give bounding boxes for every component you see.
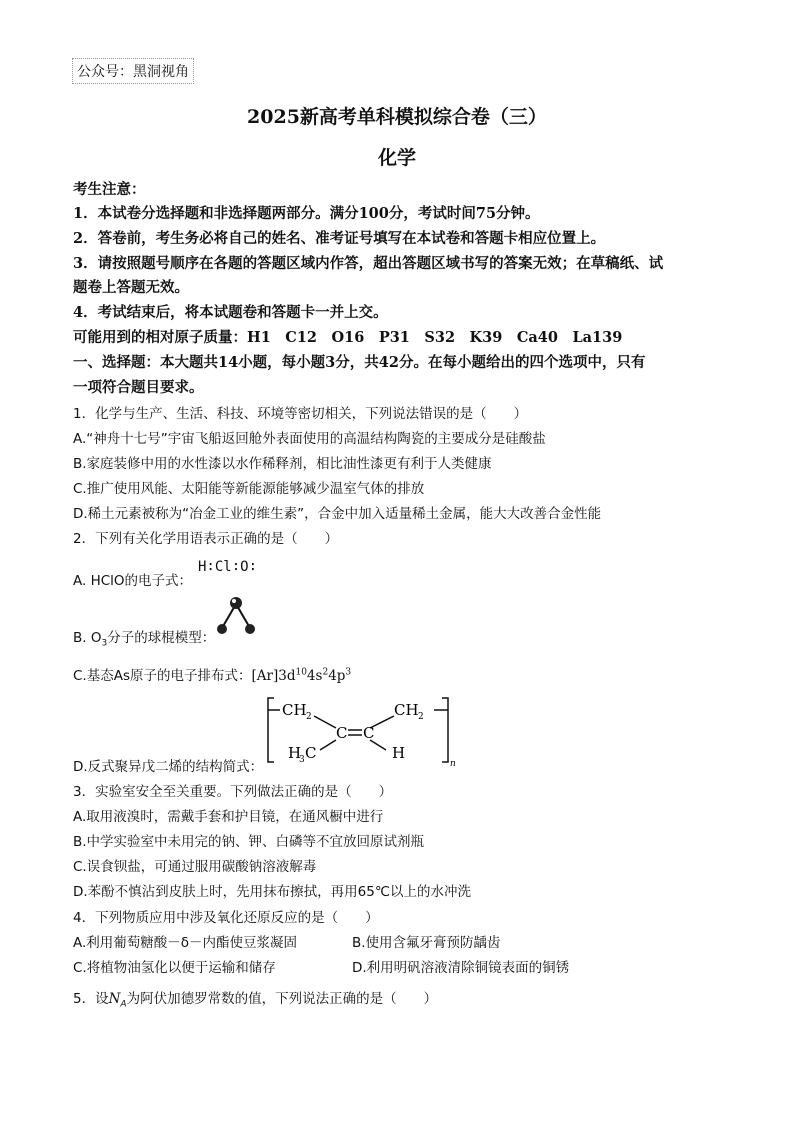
q3-option-b: B.中学实验室中未用完的钠、钾、白磷等不宜放回原试剂瓶 — [73, 834, 425, 850]
ozone-ball-stick-model — [214, 592, 258, 640]
q2-option-b: B. $O_3$分子的球棍模型： — [73, 630, 216, 649]
svg-text:C: C — [336, 724, 348, 742]
q1-stem: 1．化学与生产、生活、科技、环境等密切相关，下列说法错误的是（ ） — [73, 406, 528, 422]
svg-text:3: 3 — [299, 755, 305, 765]
q4-option-b: B.使用含氟牙膏预防龋齿 — [352, 935, 501, 951]
svg-text:CH: CH — [282, 701, 307, 719]
svg-text:H: H — [392, 744, 406, 762]
notice-item-3: 3．请按照题号顺序在各题的答题区域内作答，超出答题区域书写的答案无效；在草稿纸、试 — [73, 255, 664, 272]
notice-item-3b: 题卷上答题无效。 — [73, 279, 189, 296]
svg-text:H: H — [288, 744, 302, 762]
watermark: 公众号：黑洞视角 — [72, 58, 194, 84]
svg-text:C: C — [305, 744, 317, 762]
svg-text:C: C — [363, 724, 375, 742]
q5-stem: 5．设$N_A$为阿伏加德罗常数的值，下列说法正确的是（ ） — [73, 991, 438, 1010]
svg-text:2: 2 — [418, 712, 424, 722]
q3-option-c: C.误食钡盐，可通过服用碳酸钠溶液解毒 — [73, 859, 317, 875]
trans-polyisoprene-structure — [258, 690, 458, 770]
q4-option-a: A.利用葡萄糖酸－δ－内酯使豆浆凝固 — [73, 935, 298, 951]
notice-item-2: 2．答卷前，考生务必将自己的姓名、准考证号填写在本试卷和答题卡相应位置上。 — [73, 230, 606, 247]
q2-option-c: C.基态As原子的电子排布式：$[Ar]3d^{10}4s^24p^3$ — [73, 667, 352, 684]
q4-stem: 4．下列物质应用中涉及氧化还原反应的是（ ） — [73, 910, 379, 926]
q1-option-a: A.“神舟十七号”宇宙飞船返回舱外表面使用的高温结构陶瓷的主要成分是硅酸盐 — [73, 431, 546, 447]
q1-option-d: D.稀土元素被称为“冶金工业的维生素”，合金中加入适量稀土金属，能大大改善合金性能 — [73, 506, 602, 522]
q2-option-d: D.反式聚异戊二烯的结构简式： — [73, 759, 264, 775]
q1-option-b: B.家庭装修中用的水性漆以水作稀释剂，相比油性漆更有利于人类健康 — [73, 456, 492, 472]
section1-line1: 一、选择题：本大题共14小题，每小题3分，共42分。在每小题给出的四个选项中，只有 — [73, 354, 646, 371]
section1-line2: 一项符合题目要求。 — [73, 379, 204, 396]
exam-title: 2025新高考单科模拟综合卷（三） — [247, 106, 547, 128]
q1-option-c: C.推广使用风能、太阳能等新能源能够减少温室气体的排放 — [73, 481, 425, 497]
q4-option-d: D.利用明矾溶液清除铜镜表面的铜锈 — [352, 960, 570, 976]
svg-text:n: n — [450, 759, 456, 769]
hclo-electron-formula: H∶Cl∶O∶ — [198, 559, 258, 575]
q4-option-c: C.将植物油氢化以便于运输和储存 — [73, 960, 276, 976]
svg-text:CH: CH — [394, 701, 419, 719]
q2-stem: 2．下列有关化学用语表示正确的是（ ） — [73, 531, 339, 547]
q3-option-d: D.苯酚不慎沾到皮肤上时，先用抹布擦拭，再用65℃以上的水冲洗 — [73, 884, 472, 900]
atomic-masses: 可能用到的相对原子质量：H1 C12 O16 P31 S32 K39 Ca40 La139 — [73, 329, 623, 346]
q3-option-a: A.取用液溴时，需戴手套和护目镜，在通风橱中进行 — [73, 809, 384, 825]
notice-item-4: 4．考试结束后，将本试题卷和答题卡一并上交。 — [73, 304, 388, 321]
notice-item-1: 1．本试卷分选择题和非选择题两部分。满分100分，考试时间75分钟。 — [73, 205, 540, 222]
notice-heading: 考生注意： — [73, 181, 146, 198]
svg-text:2: 2 — [306, 712, 312, 722]
q3-stem: 3．实验室安全至关重要。下列做法正确的是（ ） — [73, 784, 393, 800]
q2-option-a: A. HClO的电子式： — [73, 573, 193, 589]
subject-title: 化学 — [377, 147, 416, 169]
